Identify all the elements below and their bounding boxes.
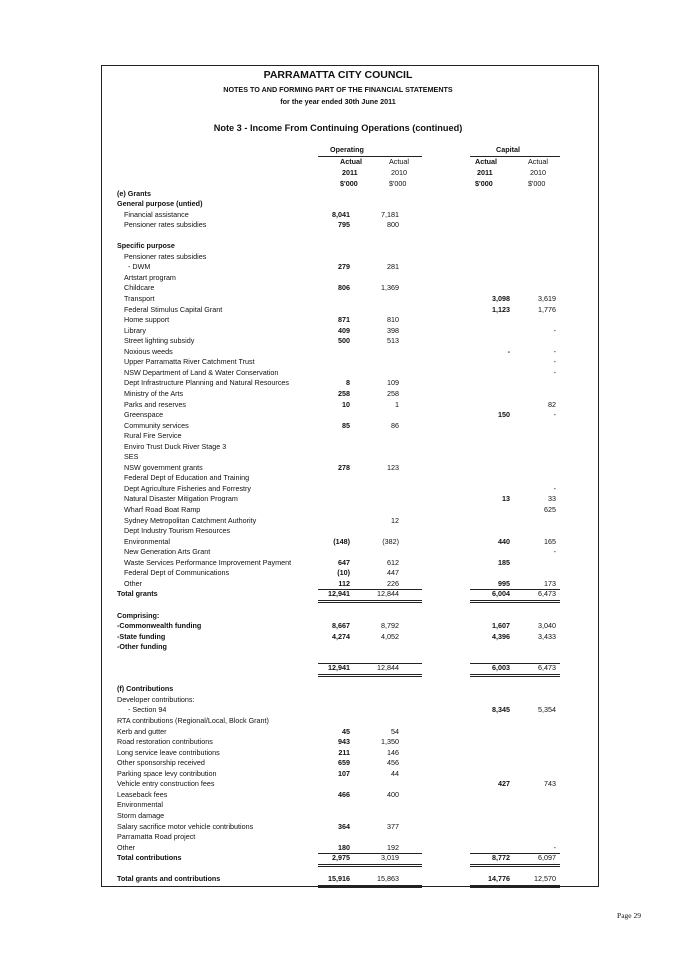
row-label: Upper Parramatta River Catchment Trust bbox=[124, 357, 255, 367]
total-rule-below bbox=[318, 600, 422, 601]
cap-actual-2011: 1,607 bbox=[492, 621, 510, 631]
op-actual-2011: 409 bbox=[338, 325, 350, 335]
op-actual-2010: 109 bbox=[387, 378, 399, 388]
row-label: Parks and reserves bbox=[124, 399, 186, 409]
row-label: Sydney Metropolitan Catchment Authority bbox=[124, 515, 257, 525]
row-label: Total grants bbox=[117, 589, 158, 599]
row-label: General purpose (untied) bbox=[117, 199, 203, 209]
grand-total-rule bbox=[318, 885, 422, 886]
table-row bbox=[0, 695, 676, 706]
op-actual-2010: 12,844 bbox=[377, 663, 399, 673]
cap-actual-2010: 3,619 bbox=[538, 294, 556, 303]
table-row bbox=[0, 811, 676, 822]
table-row bbox=[0, 442, 676, 453]
cap-actual-2010: 6,473 bbox=[538, 663, 556, 673]
cap-actual-2010: 3,433 bbox=[538, 631, 556, 641]
table-row bbox=[0, 822, 676, 833]
table-row bbox=[0, 294, 676, 305]
op-actual-2011: 180 bbox=[338, 842, 350, 852]
op-actual-2011: 112 bbox=[338, 578, 350, 588]
op-actual-2010: 123 bbox=[387, 462, 399, 472]
op-actual-2010: 44 bbox=[391, 768, 399, 778]
table-row bbox=[0, 220, 676, 231]
op-actual-2010: 54 bbox=[391, 726, 399, 736]
op-actual-2011: 659 bbox=[338, 758, 350, 768]
table-row bbox=[0, 769, 676, 780]
op-actual-2010: 12 bbox=[391, 515, 399, 525]
op-actual-2011: 871 bbox=[338, 315, 350, 325]
table-row bbox=[0, 737, 676, 748]
row-label: NSW Department of Land & Water Conservation bbox=[124, 367, 279, 377]
operating-header: Operating bbox=[330, 145, 364, 154]
cap-actual-2011: 3,098 bbox=[492, 294, 510, 303]
table-row bbox=[0, 410, 676, 421]
op-actual-2011: 12,941 bbox=[328, 589, 350, 599]
table-row bbox=[0, 800, 676, 811]
table-row bbox=[0, 611, 676, 622]
cap-2010-year: 2010 bbox=[530, 168, 546, 177]
cap-actual-2011: 4,396 bbox=[492, 631, 510, 641]
table-row bbox=[0, 463, 676, 474]
op-actual-2011: 278 bbox=[338, 462, 350, 472]
table-row bbox=[0, 684, 676, 695]
op-actual-2011: 806 bbox=[338, 283, 350, 293]
row-label: Artstart program bbox=[124, 272, 176, 282]
row-label: Salary sacrifice motor vehicle contributions bbox=[117, 821, 254, 831]
table-row bbox=[0, 326, 676, 337]
row-label: Dept Infrastructure Planning and Natural Resources bbox=[124, 378, 290, 388]
op-actual-2010: (382) bbox=[382, 536, 399, 546]
row-label: - Section 94 bbox=[128, 705, 167, 715]
row-label: Home support bbox=[124, 315, 170, 325]
row-label: Federal Dept of Education and Training bbox=[124, 473, 250, 483]
op-actual-2010: 226 bbox=[387, 578, 399, 588]
op-actual-2010: 1 bbox=[395, 399, 399, 409]
op-actual-2010: 192 bbox=[387, 842, 399, 852]
cap-actual-2011: 6,004 bbox=[492, 589, 510, 599]
total-rule-below bbox=[470, 864, 560, 865]
row-label: RTA contributions (Regional/Local, Block Grant) bbox=[117, 716, 269, 725]
op-2010-actual: Actual bbox=[389, 157, 409, 166]
op-2011-actual: Actual bbox=[340, 157, 362, 166]
row-label: Childcare bbox=[124, 283, 155, 293]
page-number: Page 29 bbox=[617, 911, 641, 920]
cap-actual-2011: 13 bbox=[502, 494, 510, 504]
total-rule-below-double bbox=[470, 602, 560, 603]
table-row bbox=[0, 642, 676, 653]
row-label: Federal Stimulus Capital Grant bbox=[124, 304, 223, 314]
cap-2010-actual: Actual bbox=[528, 157, 548, 166]
cap-2011-actual: Actual bbox=[475, 157, 497, 166]
table-row bbox=[0, 473, 676, 484]
op-actual-2011: 10 bbox=[342, 399, 350, 409]
total-rule-below-double bbox=[318, 602, 422, 603]
row-label: Parramatta Road project bbox=[117, 832, 196, 842]
row-label: Comprising: bbox=[117, 610, 160, 620]
table-row bbox=[0, 758, 676, 769]
table-row bbox=[0, 621, 676, 632]
op-actual-2011: 279 bbox=[338, 262, 350, 272]
table-row bbox=[0, 210, 676, 221]
op-actual-2010: 281 bbox=[387, 262, 399, 272]
cap-2010-unit: $'000 bbox=[528, 179, 546, 188]
row-label: Long service leave contributions bbox=[117, 747, 220, 757]
row-label: Waste Services Performance Improvement Payment bbox=[124, 557, 292, 567]
row-label: NSW government grants bbox=[124, 462, 203, 472]
total-rule-above bbox=[470, 853, 560, 854]
row-label: Ministry of the Arts bbox=[124, 388, 184, 398]
cap-2011-unit: $'000 bbox=[475, 179, 493, 188]
op-actual-2011: 943 bbox=[338, 737, 350, 747]
op-actual-2011: 15,916 bbox=[328, 874, 350, 884]
cap-actual-2010: 6,097 bbox=[538, 853, 556, 863]
row-label: Street lighting subsidy bbox=[124, 336, 195, 346]
op-actual-2010: 612 bbox=[387, 557, 399, 567]
row-label: Noxious weeds bbox=[124, 346, 173, 356]
row-label: Total contributions bbox=[117, 853, 182, 863]
cap-actual-2010: 82 bbox=[548, 399, 556, 409]
op-actual-2011: 500 bbox=[338, 336, 350, 346]
capital-header: Capital bbox=[496, 145, 520, 154]
op-2011-year: 2011 bbox=[342, 168, 358, 177]
cap-2011-year: 2011 bbox=[477, 168, 493, 177]
row-label: Kerb and gutter bbox=[117, 726, 167, 736]
cap-actual-2010: 3,040 bbox=[538, 621, 556, 631]
table-row bbox=[0, 494, 676, 505]
table-row bbox=[0, 832, 676, 843]
row-label: Vehicle entry construction fees bbox=[117, 779, 215, 789]
total-rule-above bbox=[318, 663, 422, 664]
table-row bbox=[0, 653, 676, 664]
row-label: Specific purpose bbox=[117, 241, 175, 251]
table-row bbox=[0, 199, 676, 210]
cap-actual-2010: 165 bbox=[544, 536, 556, 546]
total-rule-below-double bbox=[470, 676, 560, 677]
op-actual-2010: 400 bbox=[387, 789, 399, 799]
table-row bbox=[0, 526, 676, 537]
row-label: Community services bbox=[124, 420, 189, 430]
op-actual-2010: 15,863 bbox=[377, 874, 399, 884]
row-label: -Other funding bbox=[117, 642, 167, 652]
table-row bbox=[0, 843, 676, 854]
op-actual-2010: 456 bbox=[387, 758, 399, 768]
cap-actual-2010: - bbox=[553, 842, 556, 852]
table-row bbox=[0, 484, 676, 495]
table-row bbox=[0, 547, 676, 558]
op-actual-2011: (148) bbox=[333, 536, 350, 546]
table-row bbox=[0, 716, 676, 727]
op-actual-2011: 12,941 bbox=[328, 663, 350, 673]
table-row bbox=[0, 421, 676, 432]
council-title: PARRAMATTA CITY COUNCIL bbox=[263, 69, 413, 81]
op-actual-2011: 8,041 bbox=[332, 209, 350, 219]
grand-total-rule-double bbox=[470, 887, 560, 888]
cap-actual-2010: 173 bbox=[544, 578, 556, 588]
cap-actual-2010: 1,776 bbox=[538, 304, 556, 314]
total-rule-above bbox=[470, 663, 560, 664]
cap-actual-2010: - bbox=[553, 357, 556, 367]
cap-actual-2011: 150 bbox=[498, 410, 510, 420]
cap-actual-2011: 6,003 bbox=[492, 663, 510, 673]
op-actual-2010: 377 bbox=[387, 821, 399, 831]
op-actual-2011: 466 bbox=[338, 789, 350, 799]
table-row bbox=[0, 368, 676, 379]
table-row bbox=[0, 241, 676, 252]
table-row bbox=[0, 378, 676, 389]
op-actual-2011: 647 bbox=[338, 557, 350, 567]
cap-actual-2010: - bbox=[553, 346, 556, 356]
row-label: Other bbox=[117, 842, 135, 852]
row-label: Other sponsorship received bbox=[117, 758, 205, 768]
op-actual-2010: 258 bbox=[387, 388, 399, 398]
op-actual-2010: 7,181 bbox=[381, 209, 399, 219]
row-label: Rural Fire Service bbox=[124, 431, 182, 441]
op-actual-2011: 795 bbox=[338, 220, 350, 230]
table-row bbox=[0, 273, 676, 284]
table-row bbox=[0, 431, 676, 442]
total-rule-below bbox=[318, 864, 422, 865]
op-actual-2011: 45 bbox=[342, 726, 350, 736]
cap-actual-2010: - bbox=[553, 410, 556, 420]
row-label: Library bbox=[124, 325, 146, 335]
statement-subtitle: NOTES TO AND FORMING PART OF THE FINANCIAL STATEMENTS bbox=[223, 85, 453, 94]
row-label: Pensioner rates subsidies bbox=[124, 251, 207, 261]
row-label: New Generation Arts Grant bbox=[124, 547, 211, 557]
cap-actual-2011: 427 bbox=[498, 779, 510, 789]
grand-total-rule bbox=[470, 885, 560, 886]
row-label: Wharf Road Boat Ramp bbox=[124, 505, 201, 514]
row-label: Developer contributions: bbox=[117, 694, 195, 704]
cap-actual-2011: 8,772 bbox=[492, 853, 510, 863]
op-2011-unit: $'000 bbox=[340, 179, 358, 188]
table-row bbox=[0, 505, 676, 516]
op-actual-2011: (10) bbox=[337, 568, 350, 578]
table-row bbox=[0, 400, 676, 411]
row-label: Dept Agriculture Fisheries and Forrestry bbox=[124, 483, 252, 493]
cap-actual-2010: 6,473 bbox=[538, 589, 556, 599]
table-row bbox=[0, 853, 676, 864]
table-row bbox=[0, 357, 676, 368]
grand-total-rule-double bbox=[318, 887, 422, 888]
op-actual-2011: 85 bbox=[342, 420, 350, 430]
op-actual-2011: 4,274 bbox=[332, 631, 350, 641]
total-rule-below bbox=[318, 674, 422, 675]
note-heading: Note 3 - Income From Continuing Operations (continued) bbox=[213, 123, 463, 133]
row-label: Dept Industry Tourism Resources bbox=[124, 526, 231, 536]
cap-actual-2010: - bbox=[553, 325, 556, 335]
period-subtitle: for the year ended 30th June 2011 bbox=[280, 97, 396, 106]
table-row bbox=[0, 336, 676, 347]
table-row bbox=[0, 283, 676, 294]
table-row bbox=[0, 779, 676, 790]
op-actual-2010: 513 bbox=[387, 336, 399, 346]
cap-actual-2011: 1,123 bbox=[492, 304, 510, 314]
op-actual-2011: 107 bbox=[338, 768, 350, 778]
cap-actual-2011: 8,345 bbox=[492, 705, 510, 715]
total-rule-below-double bbox=[470, 866, 560, 867]
cap-actual-2010: 743 bbox=[544, 779, 556, 789]
cap-actual-2011: 185 bbox=[498, 557, 510, 567]
row-label: Federal Dept of Communications bbox=[124, 568, 230, 578]
row-label: Road restoration contributions bbox=[117, 737, 213, 747]
op-actual-2010: 800 bbox=[387, 220, 399, 230]
total-rule-above bbox=[318, 589, 422, 590]
cap-actual-2010: - bbox=[553, 367, 556, 377]
cap-actual-2011: 14,776 bbox=[488, 874, 510, 884]
table-row bbox=[0, 537, 676, 548]
total-rule-below-double bbox=[318, 676, 422, 677]
op-actual-2010: 146 bbox=[387, 747, 399, 757]
row-label: Enviro Trust Duck River Stage 3 bbox=[124, 441, 227, 451]
op-actual-2010: 3,019 bbox=[381, 853, 399, 863]
op-actual-2011: 8 bbox=[346, 378, 350, 388]
row-label: (f) Contributions bbox=[117, 684, 174, 694]
total-rule-below-double bbox=[318, 866, 422, 867]
row-label: - DWM bbox=[128, 262, 151, 272]
table-row bbox=[0, 516, 676, 527]
op-actual-2010: 8,792 bbox=[381, 621, 399, 631]
op-actual-2011: 364 bbox=[338, 821, 350, 831]
op-actual-2010: 447 bbox=[387, 568, 399, 578]
op-actual-2010: 1,350 bbox=[381, 737, 399, 747]
row-label: Leaseback fees bbox=[117, 789, 168, 799]
total-rule-above bbox=[470, 589, 560, 590]
op-actual-2011: 211 bbox=[338, 747, 350, 757]
table-row bbox=[0, 705, 676, 716]
table-row bbox=[0, 305, 676, 316]
table-row bbox=[0, 663, 676, 674]
total-rule-below bbox=[470, 674, 560, 675]
row-label: Parking space levy contribution bbox=[117, 768, 217, 778]
table-row bbox=[0, 389, 676, 400]
op-actual-2010: 1,369 bbox=[381, 283, 399, 293]
op-2010-year: 2010 bbox=[391, 168, 407, 177]
op-actual-2011: 2,975 bbox=[332, 853, 350, 863]
table-row bbox=[0, 231, 676, 242]
table-row bbox=[0, 748, 676, 759]
cap-actual-2010: - bbox=[553, 483, 556, 493]
cap-actual-2011: 440 bbox=[498, 536, 510, 546]
row-label: Environmental bbox=[117, 800, 163, 810]
table-row bbox=[0, 568, 676, 579]
table-row bbox=[0, 347, 676, 358]
cap-actual-2010: 33 bbox=[548, 494, 556, 504]
op-actual-2010: 398 bbox=[387, 325, 399, 335]
op-actual-2011: 258 bbox=[338, 388, 350, 398]
table-row bbox=[0, 790, 676, 801]
row-label: Transport bbox=[124, 294, 155, 303]
cap-actual-2010: 5,354 bbox=[538, 705, 556, 715]
op-2010-unit: $'000 bbox=[389, 179, 407, 188]
table-row bbox=[0, 189, 676, 200]
op-actual-2010: 4,052 bbox=[381, 631, 399, 641]
table-row bbox=[0, 874, 676, 885]
row-label: Natural Disaster Mitigation Program bbox=[124, 494, 238, 504]
table-row bbox=[0, 558, 676, 569]
row-label: -Commonwealth funding bbox=[117, 621, 202, 631]
row-label: Other bbox=[124, 578, 142, 588]
cap-actual-2010: 625 bbox=[544, 505, 556, 514]
row-label: Environmental bbox=[124, 536, 170, 546]
op-actual-2011: 8,667 bbox=[332, 621, 350, 631]
total-rule-above bbox=[318, 853, 422, 854]
table-row bbox=[0, 632, 676, 643]
row-label: (e) Grants bbox=[117, 188, 151, 198]
table-row bbox=[0, 262, 676, 273]
row-label: Pensioner rates subsidies bbox=[124, 220, 207, 230]
row-label: Greenspace bbox=[124, 410, 164, 420]
op-actual-2010: 12,844 bbox=[377, 589, 399, 599]
table-row bbox=[0, 727, 676, 738]
table-row bbox=[0, 252, 676, 263]
cap-actual-2010: 12,570 bbox=[534, 874, 556, 884]
table-row bbox=[0, 315, 676, 326]
row-label: Financial assistance bbox=[124, 209, 189, 219]
cap-actual-2011: 995 bbox=[498, 578, 510, 588]
table-row bbox=[0, 579, 676, 590]
table-row bbox=[0, 452, 676, 463]
op-actual-2010: 810 bbox=[387, 315, 399, 325]
row-label: Total grants and contributions bbox=[117, 874, 221, 884]
cap-actual-2011: - bbox=[507, 346, 510, 356]
op-actual-2010: 86 bbox=[391, 420, 399, 430]
row-label: -State funding bbox=[117, 631, 166, 641]
table-row bbox=[0, 589, 676, 600]
total-rule-below bbox=[470, 600, 560, 601]
cap-actual-2010: - bbox=[553, 547, 556, 557]
row-label: SES bbox=[124, 452, 139, 462]
row-label: Storm damage bbox=[117, 810, 165, 820]
